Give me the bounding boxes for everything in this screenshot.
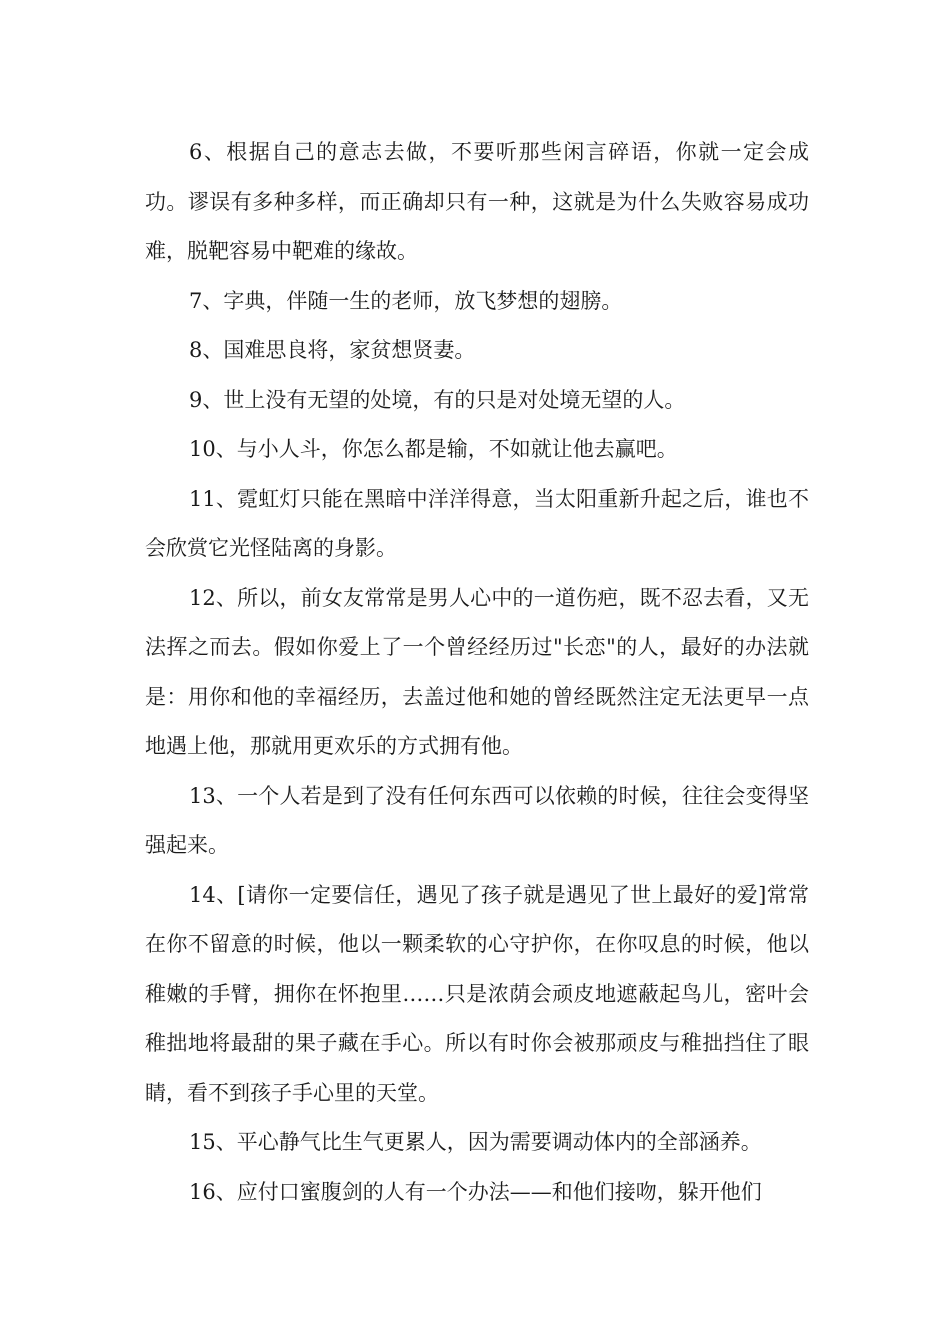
paragraph-10: 10、与小人斗，你怎么都是输，不如就让他去赢吧。 — [189, 437, 678, 461]
paragraph-9: 9、世上没有无望的处境，有的只是对处境无望的人。 — [189, 387, 686, 412]
paragraph-14: 14、[请你一定要信任，遇见了孩子就是遇见了世上最好的爱]常常在你不留意的时候，他以一颗柔软的心守护你，在你叹息的时候，他以稚嫩的手臂，拥你在怀抱里……只是浓荫会顽皮地遮蔽起鸟儿，密叶会稚拙地将最甜的果子藏在手心。所以有时你会被那顽皮与稚拙挡住了眼睛，看不到孩子手心里的天堂。 — [145, 882, 809, 1105]
paragraph-15: 15、平心静气比生气更累人，因为需要调动体内的全部涵养。 — [189, 1130, 762, 1154]
paragraph-11: 11、霓虹灯只能在黑暗中洋洋得意，当太阳重新升起之后，谁也不会欣赏它光怪陆离的身影。 — [145, 486, 809, 560]
paragraph-12: 12、所以，前女友常常是男人心中的一道伤疤，既不忍去看，又无法挥之而去。假如你爱上了一个曾经经历过"长恋"的人，最好的办法就是：用你和他的幸福经历，去盖过他和她的曾经既然注定无法更早一点地遇上他，那就用更欢乐的方式拥有他。 — [145, 585, 809, 758]
paragraph-13: 13、一个人若是到了没有任何东西可以依赖的时候，往往会变得坚强起来。 — [145, 783, 809, 857]
paragraph-6: 6、根据自己的意志去做，不要听那些闲言碎语，你就一定会成功。谬误有多种多样，而正确却只有一种，这就是为什么失败容易成功难，脱靶容易中靶难的缘故。 — [145, 140, 809, 263]
paragraph-8: 8、国难思良将，家贫想贤妻。 — [189, 338, 476, 362]
document-page — [145, 128, 809, 1217]
paragraph-16: 16、应付口蜜腹剑的人有一个办法——和他们接吻，躲开他们 — [189, 1179, 762, 1204]
paragraph-7: 7、字典，伴随一生的老师，放飞梦想的翅膀。 — [189, 288, 623, 313]
